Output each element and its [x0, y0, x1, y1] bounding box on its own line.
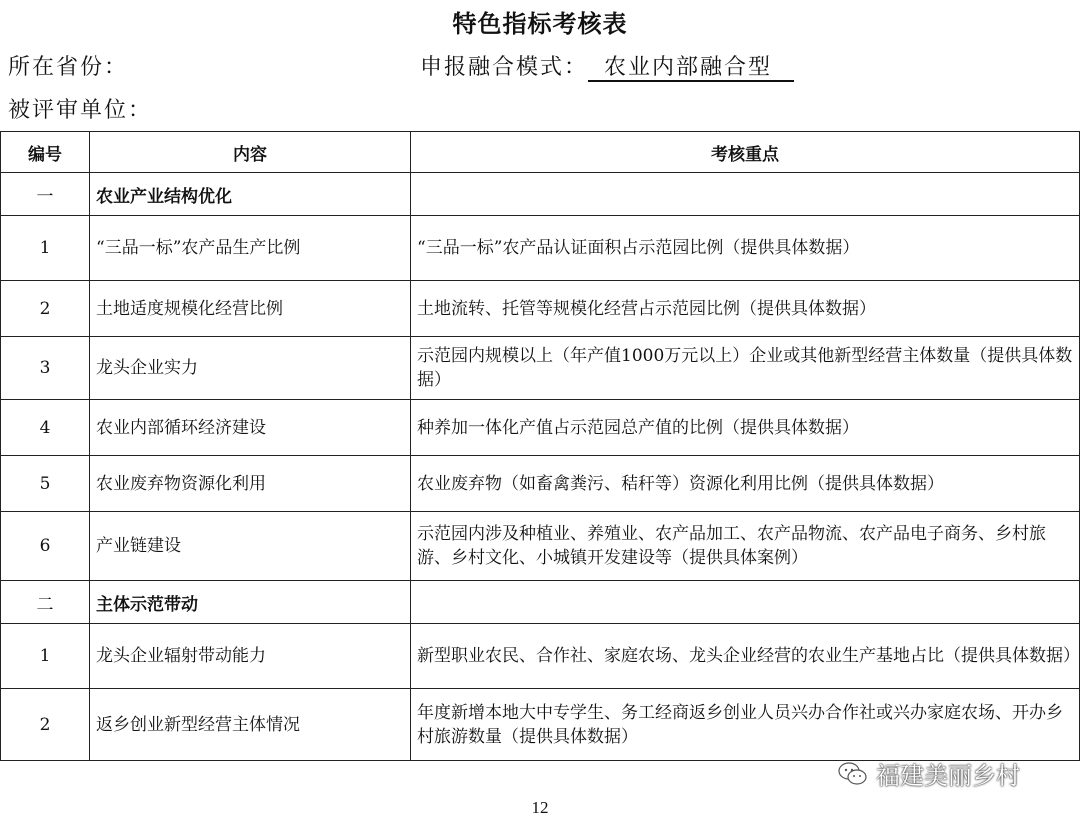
wechat-watermark — [838, 756, 1020, 791]
row-number: 1 — [1, 216, 90, 281]
page-number: 12 — [531, 798, 549, 817]
row-content: 产业链建设 — [90, 512, 411, 581]
section-empty-cell — [411, 173, 1080, 216]
row-content: 农业废弃物资源化利用 — [90, 456, 411, 512]
row-focus: 示范园内规模以上（年产值1000万元以上）企业或其他新型经营主体数量（提供具体数据） — [411, 337, 1080, 400]
section-row — [1, 173, 1080, 216]
wechat-icon — [838, 761, 868, 787]
row-number: 2 — [1, 689, 90, 761]
row-number: 3 — [1, 337, 90, 400]
row-focus: 种养加一体化产值占示范园总产值的比例（提供具体数据） — [411, 400, 1080, 456]
row-focus: 土地流转、托管等规模化经营占示范园比例（提供具体数据） — [411, 281, 1080, 337]
table-header-row — [1, 132, 1080, 173]
section-title: 农业产业结构优化 — [90, 173, 411, 216]
header-number: 编号 — [1, 132, 90, 173]
table-row — [1, 400, 1080, 456]
table-row — [1, 216, 1080, 281]
fusion-mode-value: 农业内部融合型 — [588, 56, 794, 82]
table-row — [1, 337, 1080, 400]
fusion-mode — [420, 50, 794, 82]
header-content: 内容 — [90, 132, 411, 173]
section-empty-cell — [411, 581, 1080, 624]
page-title: 特色指标考核表 — [452, 9, 628, 38]
row-content: 土地适度规模化经营比例 — [90, 281, 411, 337]
row-content: “三品一标”农产品生产比例 — [90, 216, 411, 281]
section-row — [1, 581, 1080, 624]
row-number: 6 — [1, 512, 90, 581]
section-title: 主体示范带动 — [90, 581, 411, 624]
evaluated-unit-label: 被评审单位： — [8, 98, 153, 123]
row-focus: 示范园内涉及种植业、养殖业、农产品加工、农产品物流、农产品电子商务、乡村旅游、乡村文化、小城镇开发建设等（提供具体案例） — [411, 512, 1080, 581]
table-row — [1, 456, 1080, 512]
table-row — [1, 624, 1080, 689]
table-row — [1, 281, 1080, 337]
row-content: 返乡创业新型经营主体情况 — [90, 689, 411, 761]
section-number: 一 — [1, 173, 90, 216]
fusion-mode-label: 申报融合模式： — [420, 55, 589, 80]
row-content: 农业内部循环经济建设 — [90, 400, 411, 456]
row-number: 4 — [1, 400, 90, 456]
row-focus: 新型职业农民、合作社、家庭农场、龙头企业经营的农业生产基地占比（提供具体数据） — [411, 624, 1080, 689]
row-number: 1 — [1, 624, 90, 689]
table-row — [1, 689, 1080, 761]
table-row — [1, 512, 1080, 581]
row-number: 2 — [1, 281, 90, 337]
row-focus: 年度新增本地大中专学生、务工经商返乡创业人员兴办合作社或兴办家庭农场、开办乡村旅游数量（提供具体数据） — [411, 689, 1080, 761]
section-number: 二 — [1, 581, 90, 624]
assessment-table — [0, 131, 1080, 761]
header-focus: 考核重点 — [411, 132, 1080, 173]
row-focus: “三品一标”农产品认证面积占示范园比例（提供具体数据） — [411, 216, 1080, 281]
row-focus: 农业废弃物（如畜禽粪污、秸秆等）资源化利用比例（提供具体数据） — [411, 456, 1080, 512]
watermark-text: 福建美丽乡村 — [876, 762, 1020, 790]
province-label: 所在省份： — [8, 55, 129, 80]
row-content: 龙头企业辐射带动能力 — [90, 624, 411, 689]
row-content: 龙头企业实力 — [90, 337, 411, 400]
row-number: 5 — [1, 456, 90, 512]
